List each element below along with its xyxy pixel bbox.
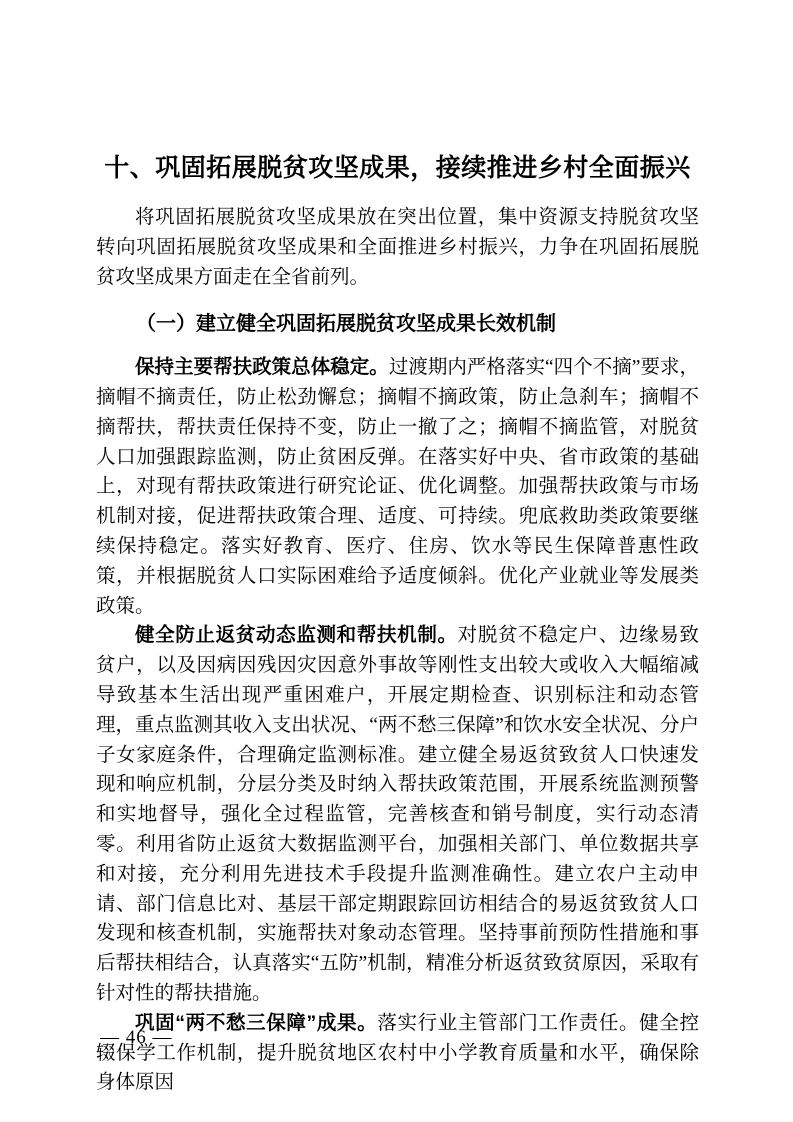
paragraph-monitoring-mechanism <box>96 621 699 1008</box>
document-title: 十、巩固拓展脱贫攻坚成果，接续推进乡村全面振兴 <box>104 154 691 182</box>
document-content <box>96 0 699 1098</box>
section-heading: （一）建立健全巩固拓展脱贫攻坚成果长效机制 <box>136 313 556 336</box>
paragraph-guarantees <box>96 1009 699 1098</box>
paragraph-text: 对脱贫不稳定户、边缘易致贫户，以及因病因残因灾因意外事故等刚性支出较大或收入大幅缩减导致基本生活出现严重困难户，开展定期检查、识别标注和动态管理，重点监测其收入支出状况、“两不愁三保障”和饮水安全状况、分户子女家庭条件，合理确定监测标准。建立健全易返贫致贫人口快速发现和响应机制，分层分类及时纳入帮扶政策范围，开展系统监测预警和实地督导，强化全过程监管，完善核查和销号制度，实行动态清零。利用省防止返贫大数据监测平台，加强相关部门、单位数据共享和对接，充分利用先进技术手段提升监测准确性。建立农户主动申请、部门信息比对、基层干部定期跟踪回访相结合的易返贫致贫人口发现和核查机制，实施帮扶对象动态管理。坚持事前预防性措施和事后帮扶相结合，认真落实“五防”机制，精准分析返贫致贫原因，采取有针对性的帮扶措施。 <box>96 625 699 1004</box>
paragraph-lead: 巩固“两不愁三保障”成果。 <box>135 1011 378 1034</box>
paragraph-text: 过渡期内严格落实“四个不摘”要求，摘帽不摘责任，防止松劲懈怠；摘帽不摘政策，防止急刹车；摘帽不摘帮扶，帮扶责任保持不变，防止一撤了之；摘帽不摘监管，对脱贫人口加强跟踪监测，防止贫困反弹。在落实好中央、省市政策的基础上，对现有帮扶政策进行研究论证、优化调整。加强帮扶政策与市场机制对接，促进帮扶政策合理、适度、可持续。兜底救助类政策要继续保持稳定。落实好教育、医疗、住房、饮水等民生保障普惠性政策，并根据脱贫人口实际困难给予适度倾斜。优化产业就业等发展类政策。 <box>96 357 699 617</box>
paragraph-lead: 健全防止返贫动态监测和帮扶机制。 <box>135 624 458 647</box>
paragraph-lead: 保持主要帮扶政策总体稳定。 <box>135 356 389 379</box>
paragraph-text: 落实行业主管部门工作责任。健全控辍保学工作机制，提升脱贫地区农村中小学教育质量和水平，确保除身体原因 <box>96 1012 699 1094</box>
paragraph-policy-stability <box>96 353 699 621</box>
page-number: — 46 — <box>100 1027 173 1048</box>
intro-paragraph: 将巩固拓展脱贫攻坚成果放在突出位置，集中资源支持脱贫攻坚转向巩固拓展脱贫攻坚成果和全面推进乡村振兴，力争在巩固拓展脱贫攻坚成果方面走在全省前列。 <box>96 207 699 288</box>
